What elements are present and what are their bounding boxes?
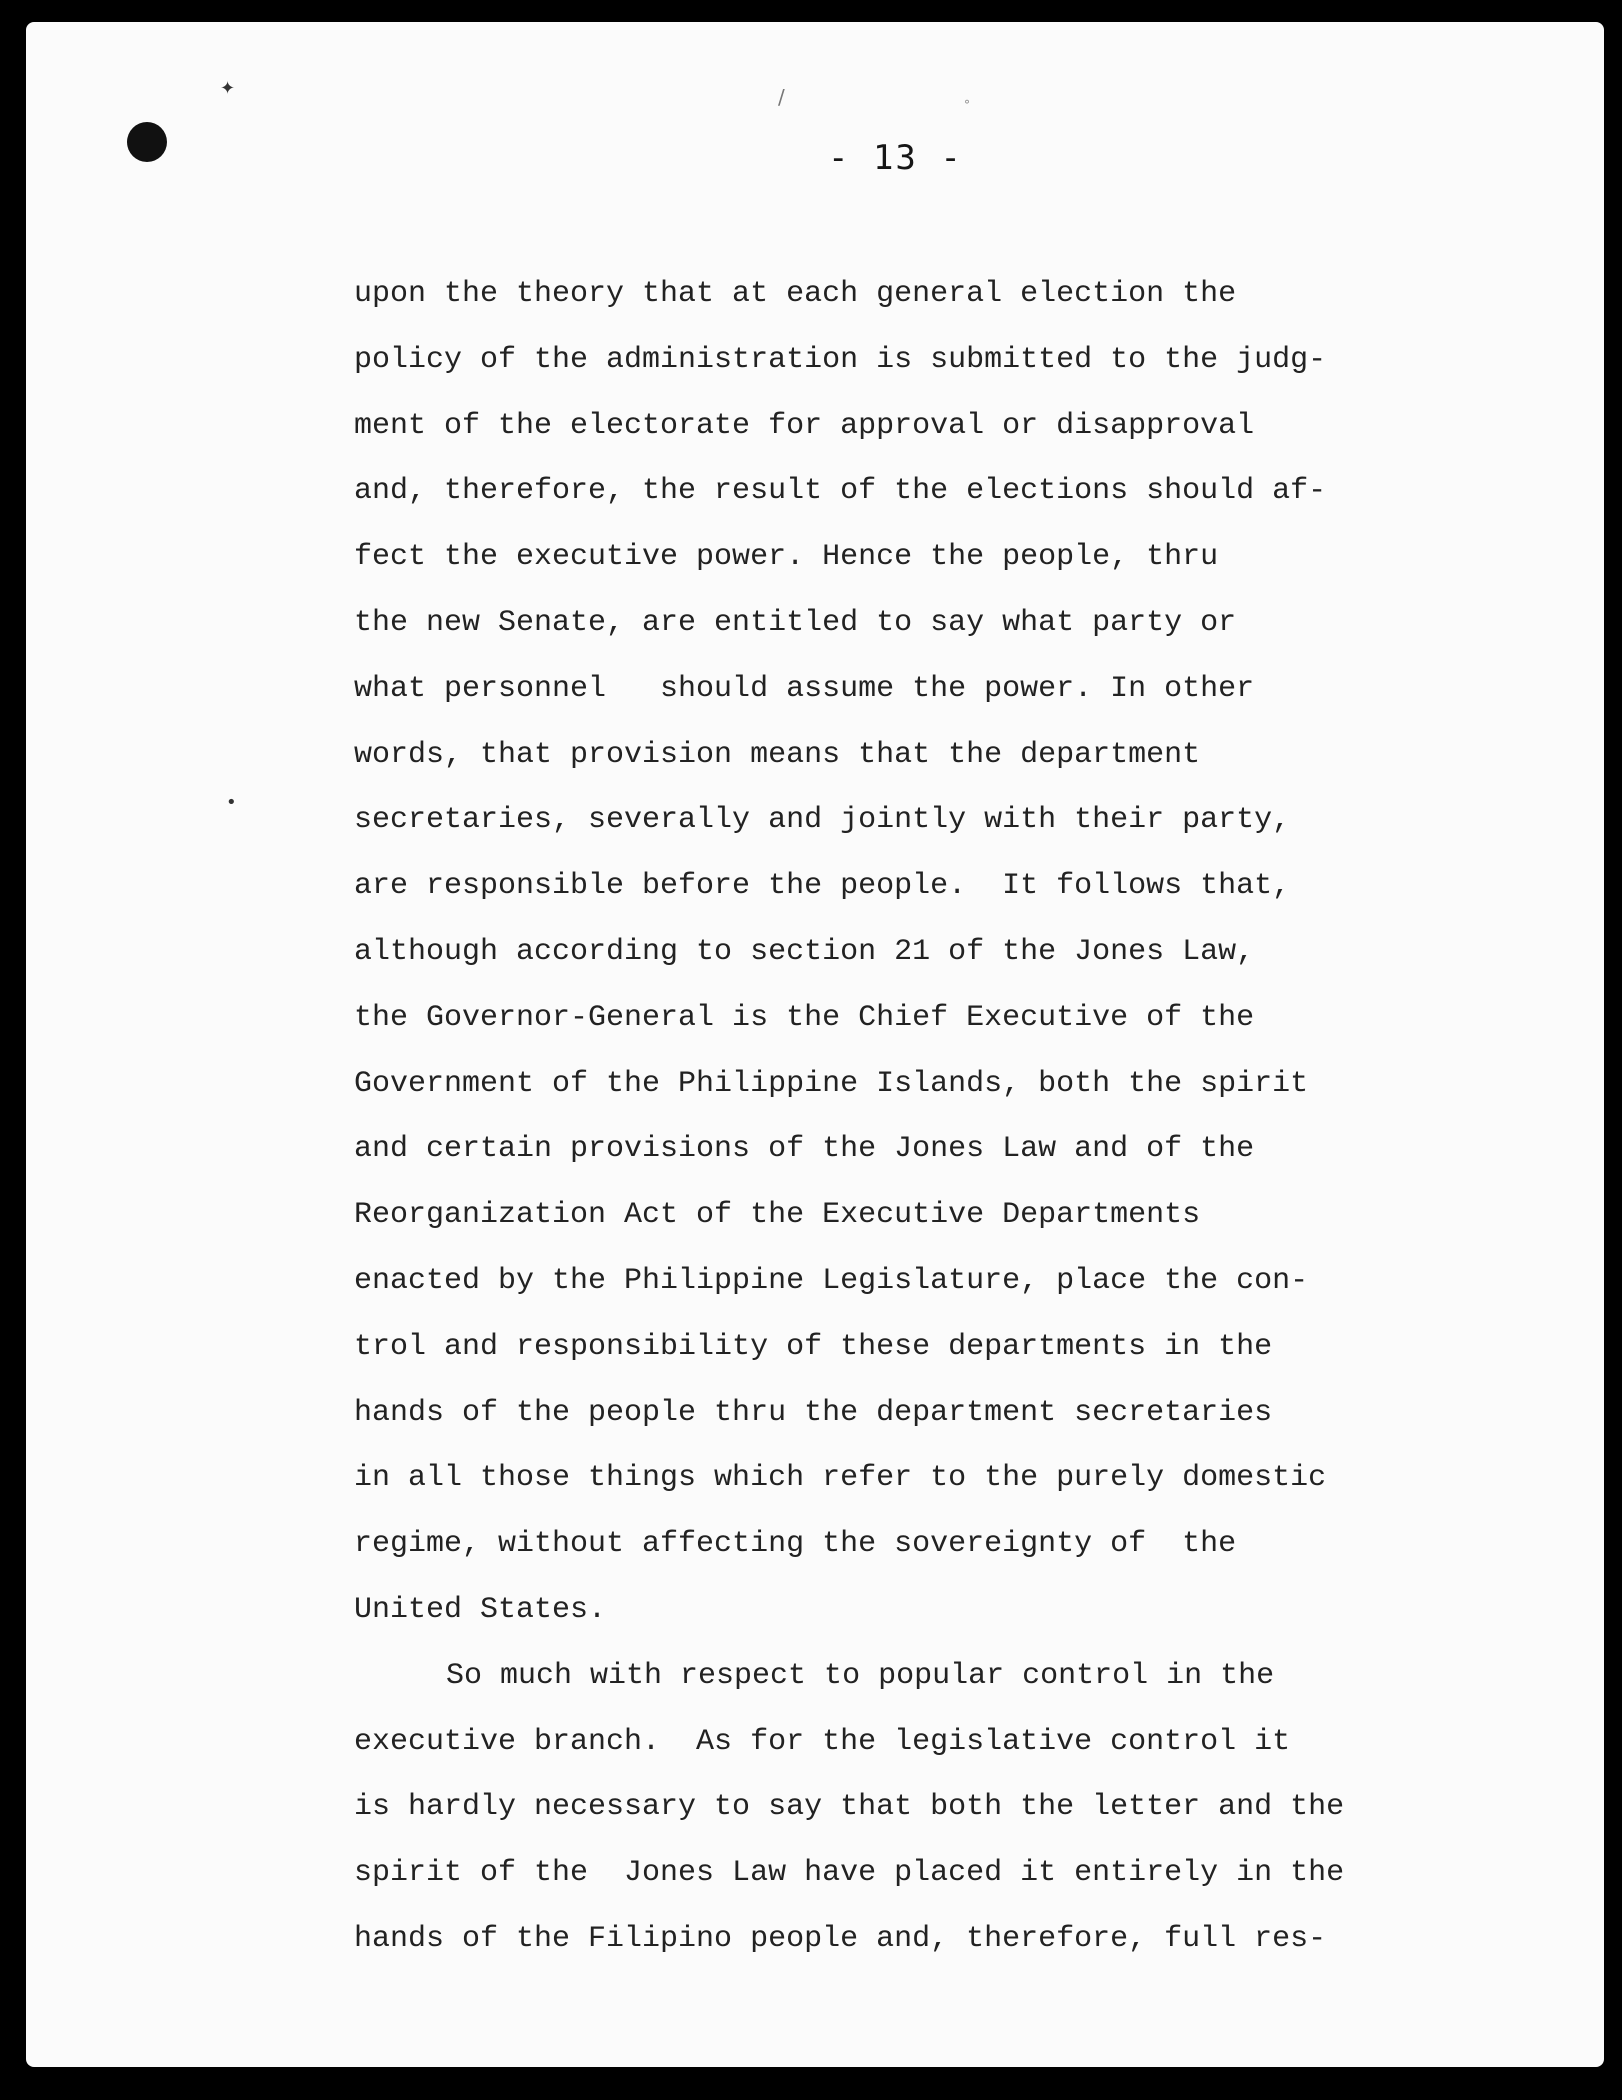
ink-speck-icon: ✦ (220, 78, 236, 99)
text-line: is hardly necessary to say that both the letter and the (354, 1790, 1345, 1825)
text-line: in all those things which refer to the purely domestic (354, 1461, 1327, 1496)
text-line: ment of the electorate for approval or disapproval (354, 408, 1255, 443)
text-line: hands of the Filipino people and, therefore, full res- (354, 1921, 1327, 1956)
text-line: policy of the administration is submitted to the judg- (354, 342, 1327, 377)
text-line: are responsible before the people. It follows that, (354, 869, 1291, 904)
text-line: trol and responsibility of these departments in the (354, 1329, 1273, 1364)
ink-speck-icon: ° (964, 98, 970, 112)
text-line: enacted by the Philippine Legislature, place the con- (354, 1263, 1309, 1298)
text-line: words, that provision means that the department (354, 737, 1201, 772)
text-line: the Governor-General is the Chief Executive of the (354, 1000, 1255, 1035)
text-line: and certain provisions of the Jones Law and of the (354, 1132, 1255, 1167)
text-line: regime, without affecting the sovereignty of the (354, 1527, 1237, 1562)
text-line: spirit of the Jones Law have placed it entirely in the (354, 1856, 1345, 1891)
text-line: secretaries, severally and jointly with their party, (354, 803, 1291, 838)
text-line: although according to section 21 of the Jones Law, (354, 934, 1255, 969)
paragraph-2 (354, 1644, 1474, 1973)
text-line: fect the executive power. Hence the people, thru (354, 540, 1219, 575)
punch-hole (127, 122, 167, 162)
text-line: hands of the people thru the department secretaries (354, 1395, 1273, 1430)
text-line: and, therefore, the result of the elections should af- (354, 474, 1327, 509)
text-line: Reorganization Act of the Executive Departments (354, 1198, 1201, 1233)
body-text (354, 262, 1474, 1973)
text-line: upon the theory that at each general election the (354, 277, 1237, 311)
text-line: So much with respect to popular control in the (446, 1658, 1275, 1693)
text-line: what personnel should assume the power. In other (354, 671, 1255, 706)
ink-speck-icon: • (226, 792, 237, 813)
text-line: executive branch. As for the legislative control it (354, 1724, 1291, 1759)
paragraph-1 (354, 262, 1474, 1644)
text-line: Government of the Philippine Islands, both the spirit (354, 1066, 1309, 1101)
pencil-mark-icon: / (778, 85, 785, 109)
text-line: United States. (354, 1592, 607, 1627)
text-line: the new Senate, are entitled to say what party or (354, 605, 1237, 640)
page-number: - 13 - (828, 138, 963, 178)
